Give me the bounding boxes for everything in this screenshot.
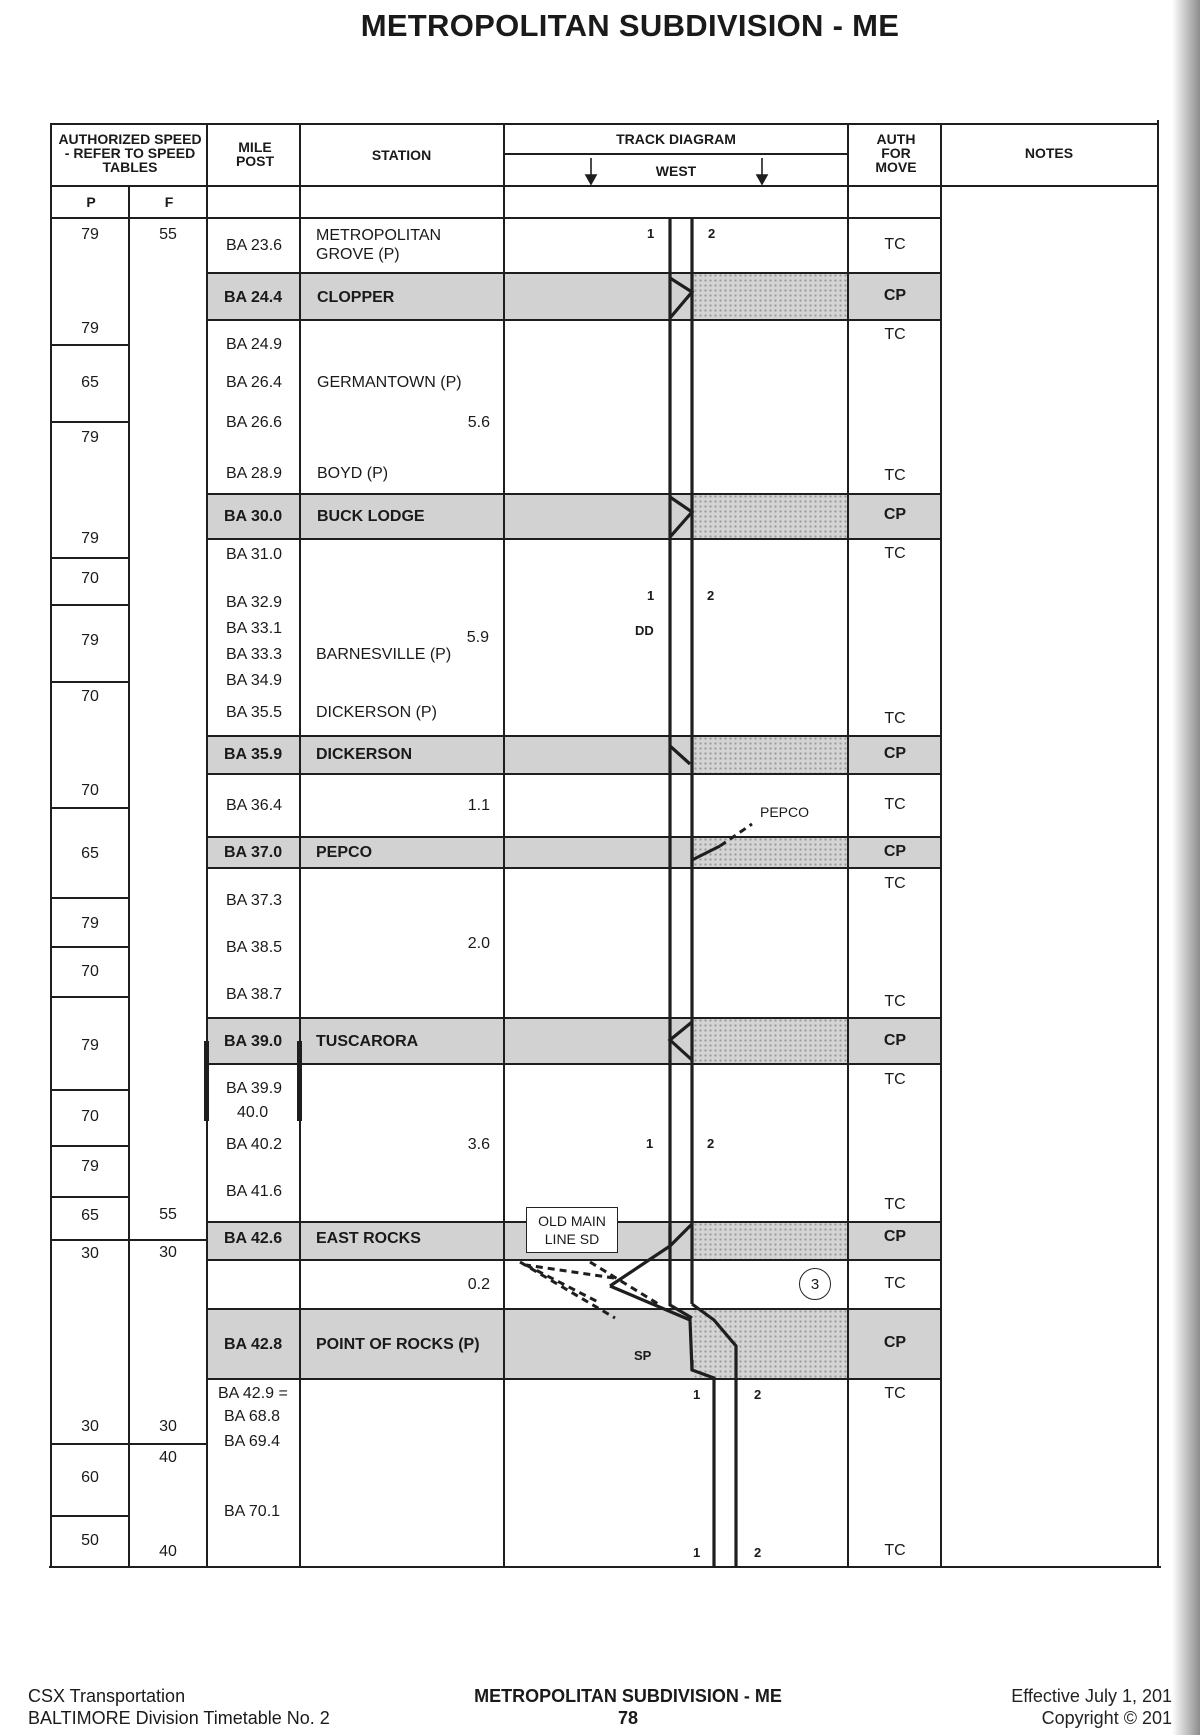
cp-dots-4 xyxy=(693,837,848,868)
cp-dots-2 xyxy=(693,494,848,539)
milepost: BA 35.5 xyxy=(226,704,283,721)
cp-dots-3 xyxy=(693,736,848,774)
speed-p-break xyxy=(52,421,130,423)
speed-p: 70 xyxy=(81,782,99,799)
speed-p: 70 xyxy=(81,963,99,980)
header-auth: AUTH FOR MOVE xyxy=(875,131,917,175)
speed-p: 65 xyxy=(81,374,99,391)
auth-cp: CP xyxy=(883,843,907,860)
auth-value: TC xyxy=(884,875,906,892)
header-mile-post: MILE POST xyxy=(235,139,275,169)
auth-value: TC xyxy=(884,1071,906,1088)
speed-f: 30 xyxy=(159,1244,177,1261)
col-line-mile-station xyxy=(299,123,301,1568)
row-line xyxy=(206,1017,941,1019)
speed-p: 79 xyxy=(81,1158,99,1175)
speed-p: 60 xyxy=(81,1469,99,1486)
speed-p: 79 xyxy=(81,1037,99,1054)
milepost-cp: BA 39.0 xyxy=(224,1033,283,1050)
milepost: BA 23.6 xyxy=(226,237,283,254)
speed-zone-marker xyxy=(297,1041,302,1121)
station-pepco: PEPCO xyxy=(316,844,373,861)
footer-subdivision: METROPOLITAN SUBDIVISION - ME xyxy=(474,1686,782,1706)
footer-center xyxy=(458,1685,798,1729)
cp-dots-1 xyxy=(693,273,848,320)
track-label: 2 xyxy=(754,1387,762,1402)
track-label-sp: SP xyxy=(634,1348,652,1363)
station-buck-lodge: BUCK LODGE xyxy=(317,508,425,525)
speed-p: 70 xyxy=(81,688,99,705)
row-line xyxy=(206,773,941,775)
speed-p: 79 xyxy=(81,632,99,649)
speed-p-break xyxy=(52,557,130,559)
speed-p: 79 xyxy=(81,320,99,337)
auth-value: TC xyxy=(884,545,906,562)
row-line xyxy=(206,1308,941,1310)
track-label: 1 xyxy=(647,226,655,241)
distance: 0.2 xyxy=(467,1276,490,1293)
track-label: 1 xyxy=(646,1136,654,1151)
milepost-cp: BA 24.4 xyxy=(224,289,283,306)
auth-value: TC xyxy=(884,993,906,1010)
milepost: BA 42.9 = xyxy=(218,1385,288,1402)
header-notes: NOTES xyxy=(1024,145,1074,161)
row-line xyxy=(206,272,941,274)
row-line xyxy=(206,538,941,540)
speed-f: 30 xyxy=(159,1418,177,1435)
col-line-station-track xyxy=(503,123,505,1568)
milepost: BA 38.5 xyxy=(226,939,283,956)
milepost: BA 28.9 xyxy=(226,465,283,482)
milepost: BA 69.4 xyxy=(224,1433,281,1450)
track-label: 1 xyxy=(693,1387,701,1402)
milepost: BA 26.4 xyxy=(226,374,283,391)
footer-effective: Effective July 1, 201 xyxy=(1011,1686,1172,1706)
row-line xyxy=(206,493,941,495)
cp-dots-7 xyxy=(693,1309,848,1379)
milepost: 40.0 xyxy=(237,1104,269,1121)
auth-value: TC xyxy=(884,236,906,253)
speed-p-break xyxy=(52,1443,208,1445)
speed-zone-marker xyxy=(204,1041,209,1121)
milepost: BA 40.2 xyxy=(226,1136,283,1153)
header-station: STATION xyxy=(371,147,432,163)
station-metropolitan-grove: METROPOLITAN GROVE (P) xyxy=(316,227,442,263)
speed-p-break xyxy=(52,681,130,683)
auth-cp: CP xyxy=(883,1334,907,1351)
header-bottom-line xyxy=(52,185,1159,187)
auth-value: TC xyxy=(884,710,906,727)
auth-cp: CP xyxy=(883,287,907,304)
milepost: BA 31.0 xyxy=(226,546,283,563)
speed-p: 79 xyxy=(81,226,99,243)
track-label: 1 xyxy=(647,588,655,603)
distance: 5.9 xyxy=(466,629,489,646)
auth-value: TC xyxy=(884,1196,906,1213)
station-clopper: CLOPPER xyxy=(317,289,395,306)
row-line xyxy=(206,867,941,869)
milepost: BA 24.9 xyxy=(226,336,283,353)
auth-value: TC xyxy=(884,1275,906,1292)
auth-cp: CP xyxy=(883,745,907,762)
milepost-cp: BA 30.0 xyxy=(224,508,283,525)
milepost: BA 37.3 xyxy=(226,892,283,909)
speed-p: 30 xyxy=(81,1245,99,1262)
speed-f: 40 xyxy=(159,1449,177,1466)
speed-p: 30 xyxy=(81,1418,99,1435)
row-line xyxy=(206,1259,941,1261)
speed-p: 65 xyxy=(81,1207,99,1224)
track-label: 1 xyxy=(693,1545,701,1560)
milepost-cp: BA 42.8 xyxy=(224,1336,283,1353)
footer-left xyxy=(28,1685,330,1729)
station-tuscarora: TUSCARORA xyxy=(316,1033,419,1050)
footer-company: CSX Transportation xyxy=(28,1686,186,1706)
auth-value: TC xyxy=(884,1542,906,1559)
speed-p-break xyxy=(52,1196,130,1198)
speed-p-break xyxy=(52,1089,130,1091)
milepost: BA 32.9 xyxy=(226,594,283,611)
speed-p: 70 xyxy=(81,570,99,587)
speed-p-break xyxy=(52,1145,130,1147)
speed-p: 50 xyxy=(81,1532,99,1549)
header-direction: WEST xyxy=(655,163,697,179)
header-speed: AUTHORIZED SPEED - REFER TO SPEED TABLES xyxy=(58,131,202,175)
row-line xyxy=(206,1063,941,1065)
speed-f: 55 xyxy=(159,226,177,243)
note-reference-circle: 3 xyxy=(799,1268,831,1300)
distance: 5.6 xyxy=(467,414,490,431)
header-speed-p: P xyxy=(86,194,96,210)
cp-dots-6 xyxy=(693,1222,848,1260)
speed-p-break xyxy=(52,1239,208,1241)
subheader-bottom-line xyxy=(52,217,941,219)
distance: 1.1 xyxy=(467,797,490,814)
milepost-cp: BA 37.0 xyxy=(224,844,283,861)
distance: 2.0 xyxy=(467,935,490,952)
speed-p: 79 xyxy=(81,530,99,547)
page-title: METROPOLITAN SUBDIVISION - ME xyxy=(360,8,900,43)
speed-p: 79 xyxy=(81,429,99,446)
header-track-diagram: TRACK DIAGRAM xyxy=(616,131,736,147)
footer-timetable: BALTIMORE Division Timetable No. 2 xyxy=(28,1708,330,1728)
station-dickerson: DICKERSON xyxy=(316,746,413,763)
col-line-left xyxy=(50,123,52,1568)
distance: 3.6 xyxy=(467,1136,490,1153)
station-germantown: GERMANTOWN (P) xyxy=(317,374,462,391)
speed-p-break xyxy=(52,807,130,809)
auth-value: TC xyxy=(884,1385,906,1402)
station-point-of-rocks: POINT OF ROCKS (P) xyxy=(316,1336,480,1353)
speed-p: 65 xyxy=(81,845,99,862)
col-line-p-f xyxy=(128,185,130,1568)
track-label-dd: DD xyxy=(635,623,654,638)
footer-copyright: Copyright © 201 xyxy=(1041,1708,1172,1728)
station-boyd: BOYD (P) xyxy=(317,465,389,482)
auth-cp: CP xyxy=(883,506,907,523)
auth-value: TC xyxy=(884,326,906,343)
milepost: BA 39.9 xyxy=(226,1080,283,1097)
header-speed-f: F xyxy=(164,194,174,210)
track-label: 2 xyxy=(754,1545,762,1560)
speed-p-break xyxy=(52,996,130,998)
milepost: BA 26.6 xyxy=(226,414,283,431)
milepost: BA 41.6 xyxy=(226,1183,283,1200)
old-main-line-label: OLD MAIN LINE SD xyxy=(526,1207,618,1253)
track-header-divider xyxy=(504,153,848,155)
milepost: BA 33.1 xyxy=(226,620,283,637)
track-label: 2 xyxy=(707,588,715,603)
row-line xyxy=(206,1378,941,1380)
milepost: BA 38.7 xyxy=(226,986,283,1003)
station-dickerson-p: DICKERSON (P) xyxy=(316,704,437,721)
speed-p: 70 xyxy=(81,1108,99,1125)
auth-cp: CP xyxy=(883,1032,907,1049)
speed-p: 79 xyxy=(81,915,99,932)
row-line xyxy=(206,836,941,838)
col-line-right xyxy=(1157,120,1159,1568)
station-east-rocks: EAST ROCKS xyxy=(316,1230,421,1247)
footer-right xyxy=(1011,1685,1172,1729)
station-barnesville: BARNESVILLE (P) xyxy=(316,646,452,663)
auth-value: TC xyxy=(884,467,906,484)
milepost: BA 33.3 xyxy=(226,646,283,663)
milepost: BA 70.1 xyxy=(224,1503,281,1520)
milepost: BA 68.8 xyxy=(224,1408,281,1425)
pepco-spur-label: PEPCO xyxy=(760,804,810,820)
milepost: BA 34.9 xyxy=(226,672,283,689)
speed-p-break xyxy=(52,946,130,948)
auth-value: TC xyxy=(884,796,906,813)
row-line xyxy=(206,319,941,321)
footer-page-number: 78 xyxy=(617,1708,639,1728)
cp-dots-5 xyxy=(693,1018,848,1064)
track-label: 2 xyxy=(708,226,716,241)
col-line-f-mile xyxy=(206,123,208,1568)
speed-f: 55 xyxy=(159,1206,177,1223)
auth-cp: CP xyxy=(883,1228,907,1245)
milepost-cp: BA 42.6 xyxy=(224,1230,283,1247)
speed-f: 40 xyxy=(159,1543,177,1560)
table-top-border xyxy=(52,123,1159,125)
speed-p-break xyxy=(52,1515,130,1517)
row-line xyxy=(206,735,941,737)
table-bottom-border xyxy=(49,1566,1161,1568)
speed-p-break xyxy=(52,897,130,899)
track-label: 2 xyxy=(707,1136,715,1151)
milepost-cp: BA 35.9 xyxy=(224,746,283,763)
milepost: BA 36.4 xyxy=(226,797,283,814)
speed-p-break xyxy=(52,604,130,606)
page-edge-shadow xyxy=(1172,0,1200,1735)
speed-p-break xyxy=(52,344,130,346)
